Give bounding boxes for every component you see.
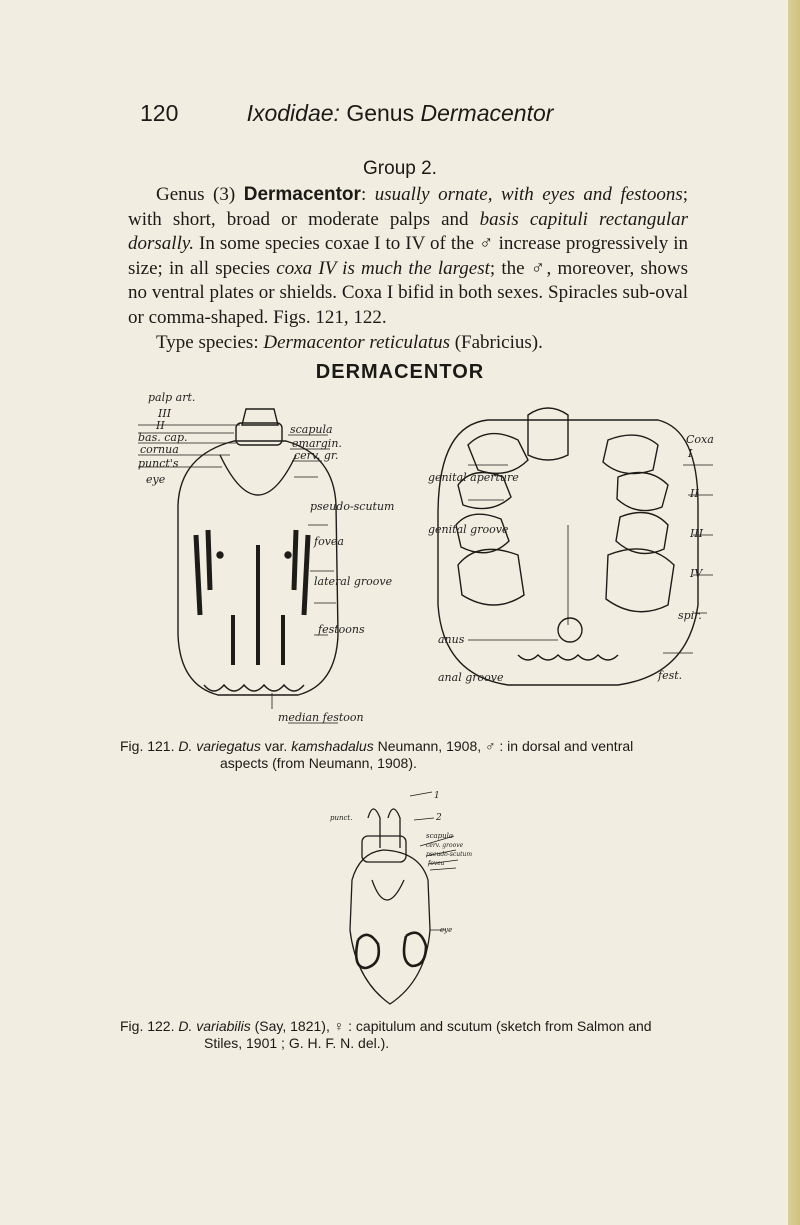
label-emargin: emargin. [292, 437, 342, 450]
label-fovea: fovea [314, 535, 344, 548]
caption-121-line2: aspects (from Neumann, 1908). [220, 755, 417, 771]
type-species-author: (Fabricius). [449, 332, 543, 353]
label-festoons: festoons [318, 623, 365, 636]
scutum-outline [350, 850, 430, 1004]
type-species-label: Type species: [156, 332, 264, 353]
ventral-leader-lines [468, 465, 713, 653]
dorsal-central-markings [233, 545, 283, 665]
group-heading: Group 2. [363, 158, 437, 179]
label-lateral-groove: lateral groove [314, 575, 393, 588]
label-122-punct: punct. [330, 814, 353, 822]
pseudoscutum [220, 455, 296, 495]
desc-genus: Dermacentor [243, 184, 361, 205]
ventral-view [438, 408, 713, 685]
desc-text3: ; the ♂, moreover, shows no ventral plates or shields. Coxa I bifid in both sexes. Spiracles sub-oval or comma-shaped. Figs. 121, 122. [128, 257, 688, 328]
figure-121-caption [120, 738, 710, 772]
label-scapula: scapula [290, 423, 333, 436]
desc-ornate: usually ornate, with eyes and festoons [374, 184, 683, 205]
genus-description [128, 183, 688, 331]
label-median-festoon: median festoon [278, 711, 364, 724]
running-head-genus-name: Dermacentor [420, 100, 554, 126]
palps [368, 809, 400, 848]
caption-121-rest2: Neumann, 1908, ♂ : in dorsal and ventral [373, 738, 634, 754]
caption-121-line1 [120, 738, 710, 755]
label-pseudoscutum: pseudo-scutum [310, 500, 395, 513]
dorsal-festoons [204, 685, 304, 691]
running-head [140, 100, 660, 127]
label-palp-art: palp art. [148, 391, 196, 404]
desc-basis: basis capituli rectangular dorsally. [128, 208, 689, 255]
label-genital-aperture: genital aperture [428, 471, 519, 484]
label-122-scapula: scapula [426, 832, 454, 840]
label-art-2: II [156, 419, 165, 432]
label-eye: eye [146, 473, 166, 486]
basis-capituli [236, 423, 282, 445]
dorsal-dot [217, 552, 223, 558]
caption-121-rest1: var. [260, 738, 292, 754]
caption-122-species: D. variabilis [178, 1018, 251, 1034]
label-genital-groove: genital groove [428, 523, 509, 536]
caption-122-rest: (Say, 1821), ♀ : capitulum and scutum (sketch from Salmon and [250, 1018, 652, 1034]
label-anus: anus [438, 633, 465, 646]
scutum-markings [356, 933, 426, 968]
coxa-1-pair [468, 434, 658, 474]
running-header [140, 100, 660, 134]
desc-lead: Genus (3) [156, 184, 244, 205]
caption-121-variety: kamshadalus [291, 738, 374, 754]
label-bas-cap: bas. cap. [138, 431, 188, 444]
caption-122-line2: Stiles, 1901 ; G. H. F. N. del.). [204, 1035, 390, 1051]
running-head-family: Ixodidae: [246, 100, 340, 126]
label-122-pseudo: pseudo-scutum [426, 851, 473, 858]
desc-text2: In some species coxae I to IV of the ♂ increase progressively in size; in all species [128, 233, 688, 279]
label-cerv-gr: cerv. gr. [294, 449, 339, 462]
label-coxa-1: I [688, 447, 693, 460]
desc-text1: ; with short, broad or moderate palps and [128, 184, 688, 230]
label-122-2: 2 [436, 813, 442, 823]
label-122-cerv: cerv. groove [426, 842, 464, 849]
figure-122-caption [120, 1018, 710, 1052]
desc-colon: : [360, 184, 375, 205]
figure-121-illustration [138, 385, 718, 730]
label-art-3: III [158, 407, 172, 420]
label-coxa-2: II [690, 487, 699, 500]
running-head-genus-word: Genus [346, 100, 415, 126]
dorsal-markings [196, 530, 308, 615]
desc-coxa: coxa IV is much the largest [276, 257, 490, 279]
type-species-name: Dermacentor reticulatus [263, 332, 450, 353]
caption-122-line1 [120, 1018, 710, 1035]
dorsal-dot [285, 552, 291, 558]
label-fest: fest. [658, 669, 683, 682]
ventral-festoons [518, 655, 618, 660]
label-122-eye: eye [440, 926, 453, 934]
figure-122-illustration [330, 790, 473, 1008]
cervical-groove [372, 880, 404, 900]
anus [558, 618, 582, 642]
page-edge [788, 0, 800, 1225]
label-cornua: cornua [140, 443, 179, 456]
type-species [128, 331, 688, 356]
caption-122-prefix: Fig. 122. [120, 1018, 179, 1034]
label-spir: spir. [678, 609, 702, 622]
label-coxa-3: III [690, 527, 704, 540]
label-coxa: Coxa [686, 433, 714, 446]
label-122-1: 1 [434, 791, 440, 801]
page-number: 120 [140, 100, 179, 126]
label-coxa-4: IV [690, 567, 703, 580]
figure-title: DERMACENTOR [315, 361, 485, 383]
caption-121-species: D. variegatus [178, 738, 261, 754]
label-anal-groove: anal groove [438, 671, 504, 684]
label-punctus: punct's [138, 457, 179, 470]
coxa-4-pair [458, 549, 674, 612]
caption-121-prefix: Fig. 121. [120, 738, 179, 754]
label-122-fovea: fovea [428, 860, 445, 867]
ventral-capitulum [528, 408, 568, 460]
